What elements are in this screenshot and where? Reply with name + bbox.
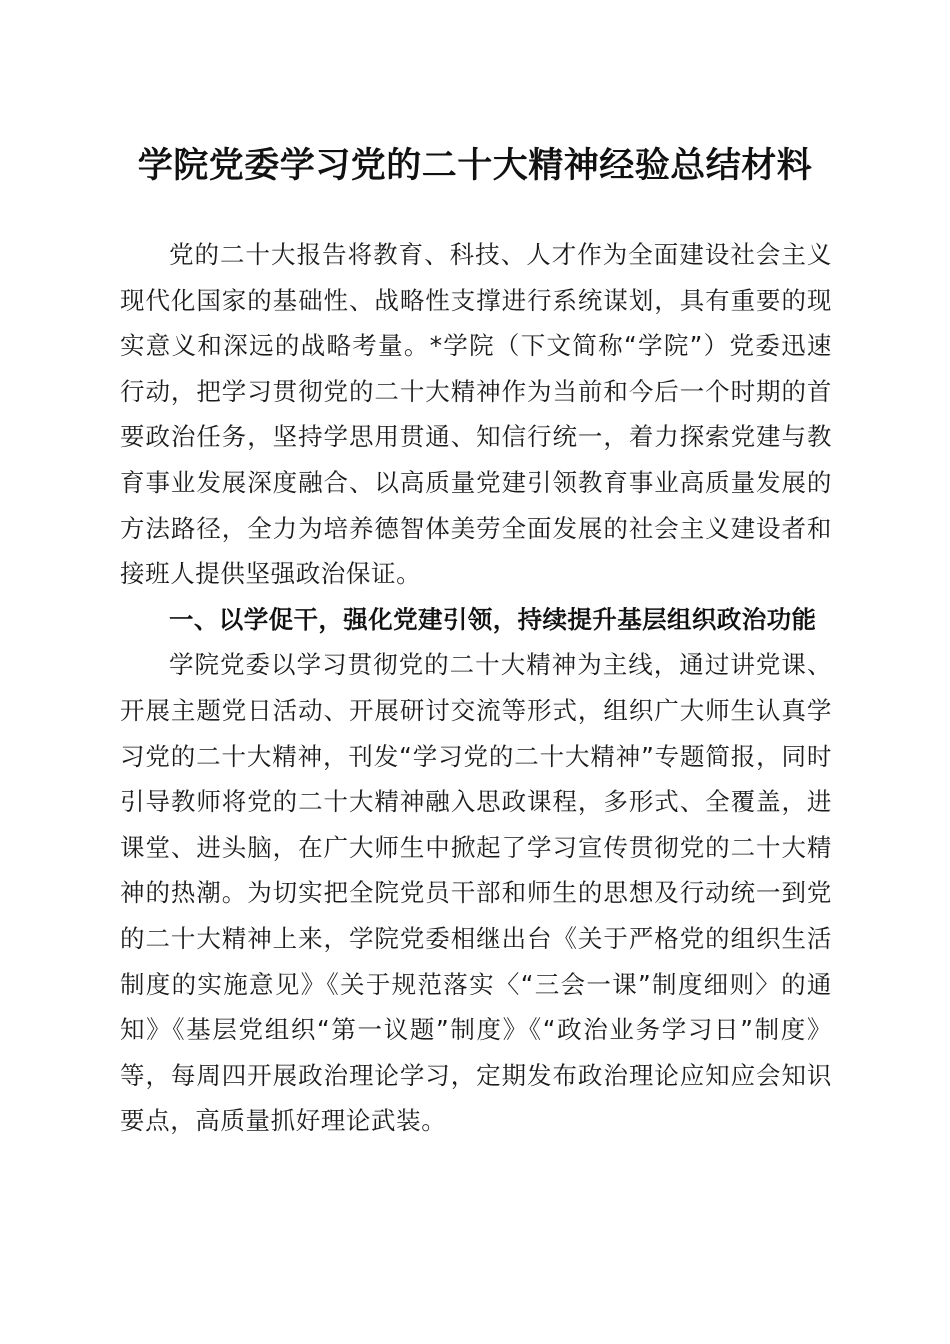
intro-paragraph: 党的二十大报告将教育、科技、人才作为全面建设社会主义现代化国家的基础性、战略性支撑进行系统谋划，具有重要的现实意义和深远的战略考量。*学院（下文简称“学院”）党委迅速行动，把学习贯彻党的二十大精神作为当前和今后一个时期的首要政治任务，坚持学思用贯通、知信行统一，着力探索党建与教育事业发展深度融合、以高质量党建引领教育事业高质量发展的方法路径，全力为培养德智体美劳全面发展的社会主义建设者和接班人提供坚强政治保证。 — [120, 240, 832, 589]
document-title: 学院党委学习党的二十大精神经验总结材料 — [137, 145, 813, 186]
document-body — [120, 232, 832, 1144]
section-heading-1: 一、以学促干，强化党建引领，持续提升基层组织政治功能 — [169, 604, 817, 634]
section-1-paragraph: 学院党委以学习贯彻党的二十大精神为主线，通过讲党课、开展主题党日活动、开展研讨交流等形式，组织广大师生认真学习党的二十大精神，刊发“学习党的二十大精神”专题简报，同时引导教师将党的二十大精神融入思政课程，多形式、全覆盖，进课堂、进头脑，在广大师生中掀起了学习宣传贯彻党的二十大精神的热潮。为切实把全院党员干部和师生的思想及行动统一到党的二十大精神上来，学院党委相继出台《关于严格党的组织生活制度的实施意见》《关于规范落实〈“三会一课”制度细则〉的通知》《基层党组织“第一议题”制度》《“政治业务学习日”制度》等，每周四开展政治理论学习，定期发布政治理论应知应会知识要点，高质量抓好理论武装。 — [120, 650, 832, 1136]
